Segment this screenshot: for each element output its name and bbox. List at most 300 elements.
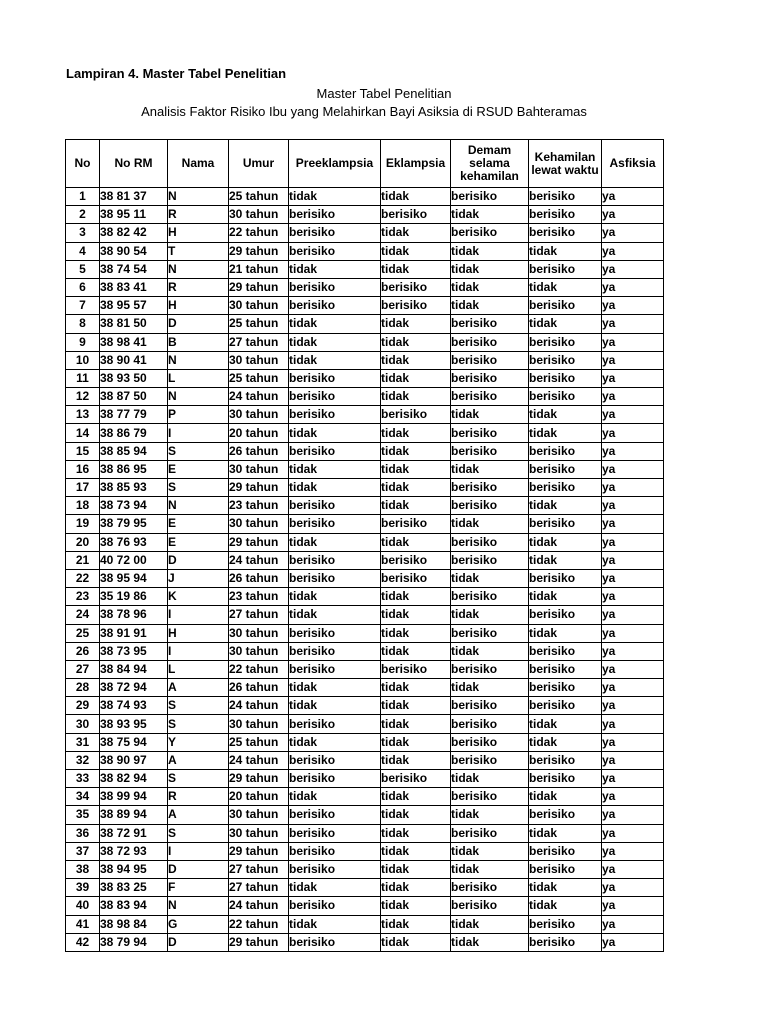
cell-umur: 30 tahun (229, 642, 289, 660)
cell-no-rm: 40 72 00 (100, 551, 168, 569)
header-col-asfiksia: Asfiksia (602, 140, 664, 188)
cell-preeklampsia: berisiko (289, 933, 381, 951)
cell-kehamilan-lewat-waktu: berisiko (529, 260, 602, 278)
cell-umur: 29 tahun (229, 933, 289, 951)
cell-no-rm: 38 72 93 (100, 842, 168, 860)
cell-eklampsia: tidak (381, 879, 451, 897)
cell-kehamilan-lewat-waktu: berisiko (529, 388, 602, 406)
cell-demam: tidak (451, 806, 529, 824)
cell-nama: D (168, 551, 229, 569)
cell-eklampsia: tidak (381, 369, 451, 387)
table-row (66, 260, 664, 278)
cell-no-rm: 38 73 95 (100, 642, 168, 660)
cell-no: 39 (66, 879, 100, 897)
cell-no: 42 (66, 933, 100, 951)
table-row (66, 497, 664, 515)
cell-eklampsia: tidak (381, 679, 451, 697)
header-col-preeklampsia: Preeklampsia (289, 140, 381, 188)
cell-asfiksia: ya (602, 333, 664, 351)
table-row (66, 424, 664, 442)
cell-umur: 23 tahun (229, 588, 289, 606)
cell-nama: N (168, 388, 229, 406)
cell-preeklampsia: berisiko (289, 406, 381, 424)
cell-no: 27 (66, 660, 100, 678)
cell-umur: 30 tahun (229, 297, 289, 315)
cell-asfiksia: ya (602, 751, 664, 769)
cell-no-rm: 38 93 95 (100, 715, 168, 733)
cell-no: 37 (66, 842, 100, 860)
cell-asfiksia: ya (602, 715, 664, 733)
cell-no: 13 (66, 406, 100, 424)
cell-nama: N (168, 897, 229, 915)
table-body (66, 188, 664, 952)
cell-no-rm: 38 87 50 (100, 388, 168, 406)
cell-nama: H (168, 297, 229, 315)
cell-nama: E (168, 515, 229, 533)
cell-demam: berisiko (451, 533, 529, 551)
header-col-nama: Nama (168, 140, 229, 188)
cell-eklampsia: tidak (381, 497, 451, 515)
cell-kehamilan-lewat-waktu: berisiko (529, 460, 602, 478)
cell-nama: E (168, 460, 229, 478)
cell-nama: R (168, 278, 229, 296)
cell-preeklampsia: berisiko (289, 388, 381, 406)
cell-no: 9 (66, 333, 100, 351)
cell-asfiksia: ya (602, 406, 664, 424)
document-subtitle: Analisis Faktor Risiko Ibu yang Melahirkan Bayi Asiksia di RSUD Bahteramas (141, 104, 587, 119)
cell-demam: tidak (451, 242, 529, 260)
cell-kehamilan-lewat-waktu: berisiko (529, 915, 602, 933)
cell-preeklampsia: berisiko (289, 824, 381, 842)
cell-preeklampsia: tidak (289, 460, 381, 478)
cell-no: 31 (66, 733, 100, 751)
cell-demam: tidak (451, 860, 529, 878)
cell-nama: S (168, 479, 229, 497)
cell-demam: berisiko (451, 224, 529, 242)
cell-eklampsia: tidak (381, 624, 451, 642)
cell-eklampsia: berisiko (381, 770, 451, 788)
cell-no-rm: 38 82 94 (100, 770, 168, 788)
cell-demam: berisiko (451, 497, 529, 515)
cell-umur: 30 tahun (229, 824, 289, 842)
table-row (66, 333, 664, 351)
cell-demam: berisiko (451, 879, 529, 897)
cell-no-rm: 38 83 25 (100, 879, 168, 897)
cell-demam: berisiko (451, 369, 529, 387)
cell-preeklampsia: berisiko (289, 497, 381, 515)
cell-asfiksia: ya (602, 897, 664, 915)
cell-umur: 24 tahun (229, 388, 289, 406)
cell-eklampsia: tidak (381, 351, 451, 369)
cell-nama: N (168, 260, 229, 278)
cell-no: 10 (66, 351, 100, 369)
cell-asfiksia: ya (602, 533, 664, 551)
cell-asfiksia: ya (602, 278, 664, 296)
cell-no-rm: 35 19 86 (100, 588, 168, 606)
cell-umur: 29 tahun (229, 278, 289, 296)
cell-no-rm: 38 73 94 (100, 497, 168, 515)
cell-kehamilan-lewat-waktu: berisiko (529, 351, 602, 369)
cell-eklampsia: tidak (381, 697, 451, 715)
cell-no-rm: 38 84 94 (100, 660, 168, 678)
cell-demam: tidak (451, 569, 529, 587)
cell-nama: N (168, 497, 229, 515)
cell-nama: P (168, 406, 229, 424)
cell-preeklampsia: berisiko (289, 770, 381, 788)
table-row (66, 406, 664, 424)
cell-asfiksia: ya (602, 915, 664, 933)
cell-preeklampsia: tidak (289, 333, 381, 351)
cell-asfiksia: ya (602, 770, 664, 788)
header-col-no: No (66, 140, 100, 188)
cell-kehamilan-lewat-waktu: tidak (529, 497, 602, 515)
cell-no: 14 (66, 424, 100, 442)
cell-demam: tidak (451, 278, 529, 296)
table-row (66, 206, 664, 224)
cell-demam: tidak (451, 297, 529, 315)
cell-eklampsia: tidak (381, 260, 451, 278)
cell-preeklampsia: tidak (289, 533, 381, 551)
cell-nama: S (168, 770, 229, 788)
cell-no: 35 (66, 806, 100, 824)
cell-umur: 24 tahun (229, 551, 289, 569)
cell-no: 18 (66, 497, 100, 515)
cell-preeklampsia: tidak (289, 315, 381, 333)
cell-kehamilan-lewat-waktu: tidak (529, 824, 602, 842)
cell-no-rm: 38 90 54 (100, 242, 168, 260)
cell-asfiksia: ya (602, 697, 664, 715)
cell-no: 25 (66, 624, 100, 642)
cell-kehamilan-lewat-waktu: berisiko (529, 806, 602, 824)
cell-no: 19 (66, 515, 100, 533)
cell-preeklampsia: tidak (289, 260, 381, 278)
cell-eklampsia: tidak (381, 242, 451, 260)
cell-no-rm: 38 83 94 (100, 897, 168, 915)
table-row (66, 460, 664, 478)
cell-umur: 22 tahun (229, 915, 289, 933)
cell-preeklampsia: tidak (289, 733, 381, 751)
cell-preeklampsia: berisiko (289, 897, 381, 915)
table-row (66, 606, 664, 624)
cell-nama: Y (168, 733, 229, 751)
cell-no: 40 (66, 897, 100, 915)
cell-kehamilan-lewat-waktu: berisiko (529, 369, 602, 387)
cell-umur: 24 tahun (229, 697, 289, 715)
table-row (66, 715, 664, 733)
cell-demam: berisiko (451, 788, 529, 806)
cell-no: 17 (66, 479, 100, 497)
cell-eklampsia: berisiko (381, 515, 451, 533)
table-row (66, 733, 664, 751)
cell-demam: berisiko (451, 588, 529, 606)
cell-eklampsia: berisiko (381, 660, 451, 678)
cell-kehamilan-lewat-waktu: tidak (529, 242, 602, 260)
cell-kehamilan-lewat-waktu: tidak (529, 897, 602, 915)
table-row (66, 642, 664, 660)
cell-kehamilan-lewat-waktu: tidak (529, 315, 602, 333)
cell-no: 29 (66, 697, 100, 715)
cell-asfiksia: ya (602, 860, 664, 878)
cell-kehamilan-lewat-waktu: tidak (529, 879, 602, 897)
cell-demam: tidak (451, 770, 529, 788)
cell-nama: L (168, 660, 229, 678)
cell-nama: I (168, 642, 229, 660)
cell-kehamilan-lewat-waktu: tidak (529, 733, 602, 751)
cell-no-rm: 38 93 50 (100, 369, 168, 387)
cell-umur: 24 tahun (229, 751, 289, 769)
header-col-eklampsia: Eklampsia (381, 140, 451, 188)
cell-preeklampsia: berisiko (289, 860, 381, 878)
table-row (66, 751, 664, 769)
cell-no-rm: 38 95 94 (100, 569, 168, 587)
cell-demam: berisiko (451, 697, 529, 715)
table-row (66, 551, 664, 569)
cell-eklampsia: tidak (381, 933, 451, 951)
cell-demam: berisiko (451, 351, 529, 369)
cell-nama: N (168, 351, 229, 369)
cell-kehamilan-lewat-waktu: berisiko (529, 660, 602, 678)
cell-asfiksia: ya (602, 260, 664, 278)
cell-no-rm: 38 76 93 (100, 533, 168, 551)
cell-eklampsia: tidak (381, 897, 451, 915)
cell-no-rm: 38 72 94 (100, 679, 168, 697)
cell-preeklampsia: tidak (289, 351, 381, 369)
cell-kehamilan-lewat-waktu: tidak (529, 424, 602, 442)
cell-no-rm: 38 91 91 (100, 624, 168, 642)
cell-kehamilan-lewat-waktu: berisiko (529, 442, 602, 460)
cell-nama: S (168, 697, 229, 715)
cell-demam: tidak (451, 515, 529, 533)
cell-no-rm: 38 94 95 (100, 860, 168, 878)
cell-umur: 27 tahun (229, 606, 289, 624)
cell-nama: B (168, 333, 229, 351)
cell-demam: tidak (451, 260, 529, 278)
cell-nama: I (168, 606, 229, 624)
cell-no: 21 (66, 551, 100, 569)
cell-asfiksia: ya (602, 224, 664, 242)
cell-no-rm: 38 90 41 (100, 351, 168, 369)
cell-kehamilan-lewat-waktu: tidak (529, 278, 602, 296)
cell-umur: 30 tahun (229, 624, 289, 642)
cell-preeklampsia: tidak (289, 424, 381, 442)
cell-kehamilan-lewat-waktu: berisiko (529, 206, 602, 224)
cell-kehamilan-lewat-waktu: berisiko (529, 606, 602, 624)
header-col-kehamilan-lewat-waktu: Kehamilan lewat waktu (529, 140, 602, 188)
cell-eklampsia: tidak (381, 715, 451, 733)
table-row (66, 915, 664, 933)
cell-no-rm: 38 98 41 (100, 333, 168, 351)
cell-umur: 21 tahun (229, 260, 289, 278)
cell-demam: berisiko (451, 733, 529, 751)
cell-preeklampsia: tidak (289, 588, 381, 606)
cell-preeklampsia: tidak (289, 697, 381, 715)
cell-preeklampsia: berisiko (289, 278, 381, 296)
cell-eklampsia: berisiko (381, 569, 451, 587)
cell-preeklampsia: berisiko (289, 515, 381, 533)
cell-eklampsia: tidak (381, 315, 451, 333)
cell-no: 38 (66, 860, 100, 878)
cell-demam: berisiko (451, 715, 529, 733)
cell-nama: N (168, 188, 229, 206)
cell-eklampsia: berisiko (381, 551, 451, 569)
cell-kehamilan-lewat-waktu: tidak (529, 715, 602, 733)
cell-preeklampsia: berisiko (289, 551, 381, 569)
cell-no-rm: 38 74 54 (100, 260, 168, 278)
cell-demam: tidak (451, 915, 529, 933)
cell-asfiksia: ya (602, 733, 664, 751)
cell-no-rm: 38 82 42 (100, 224, 168, 242)
cell-no-rm: 38 75 94 (100, 733, 168, 751)
cell-no: 26 (66, 642, 100, 660)
cell-demam: tidak (451, 206, 529, 224)
cell-umur: 29 tahun (229, 242, 289, 260)
cell-demam: berisiko (451, 824, 529, 842)
table-row (66, 933, 664, 951)
cell-nama: I (168, 424, 229, 442)
cell-nama: K (168, 588, 229, 606)
table-row (66, 533, 664, 551)
table-row (66, 297, 664, 315)
cell-demam: berisiko (451, 333, 529, 351)
cell-no-rm: 38 83 41 (100, 278, 168, 296)
cell-eklampsia: tidak (381, 188, 451, 206)
cell-kehamilan-lewat-waktu: berisiko (529, 188, 602, 206)
cell-preeklampsia: berisiko (289, 206, 381, 224)
cell-no: 22 (66, 569, 100, 587)
table-row (66, 660, 664, 678)
table-row (66, 278, 664, 296)
cell-umur: 26 tahun (229, 679, 289, 697)
cell-eklampsia: berisiko (381, 278, 451, 296)
cell-umur: 29 tahun (229, 479, 289, 497)
cell-umur: 24 tahun (229, 897, 289, 915)
cell-eklampsia: tidak (381, 915, 451, 933)
table-row (66, 842, 664, 860)
cell-preeklampsia: berisiko (289, 369, 381, 387)
cell-umur: 29 tahun (229, 533, 289, 551)
cell-eklampsia: tidak (381, 824, 451, 842)
cell-asfiksia: ya (602, 460, 664, 478)
cell-preeklampsia: berisiko (289, 297, 381, 315)
cell-asfiksia: ya (602, 388, 664, 406)
table-row (66, 515, 664, 533)
cell-nama: L (168, 369, 229, 387)
cell-umur: 30 tahun (229, 515, 289, 533)
cell-umur: 25 tahun (229, 188, 289, 206)
cell-no: 2 (66, 206, 100, 224)
cell-eklampsia: tidak (381, 733, 451, 751)
cell-kehamilan-lewat-waktu: tidak (529, 533, 602, 551)
cell-demam: berisiko (451, 424, 529, 442)
cell-umur: 26 tahun (229, 442, 289, 460)
cell-eklampsia: berisiko (381, 297, 451, 315)
cell-nama: H (168, 224, 229, 242)
cell-kehamilan-lewat-waktu: berisiko (529, 860, 602, 878)
cell-no-rm: 38 79 94 (100, 933, 168, 951)
cell-umur: 29 tahun (229, 842, 289, 860)
cell-demam: tidak (451, 460, 529, 478)
cell-demam: tidak (451, 406, 529, 424)
appendix-label: Lampiran 4. Master Tabel Penelitian (66, 66, 287, 81)
table-row (66, 679, 664, 697)
table-row (66, 824, 664, 842)
cell-preeklampsia: berisiko (289, 569, 381, 587)
cell-kehamilan-lewat-waktu: berisiko (529, 224, 602, 242)
table-row (66, 788, 664, 806)
cell-demam: berisiko (451, 551, 529, 569)
cell-eklampsia: tidak (381, 642, 451, 660)
table-row (66, 388, 664, 406)
cell-asfiksia: ya (602, 315, 664, 333)
table-row (66, 315, 664, 333)
header-col-no-rm: No RM (100, 140, 168, 188)
cell-asfiksia: ya (602, 297, 664, 315)
cell-eklampsia: tidak (381, 479, 451, 497)
table-row (66, 879, 664, 897)
cell-no: 5 (66, 260, 100, 278)
table-header-row (66, 140, 664, 188)
cell-no: 34 (66, 788, 100, 806)
cell-eklampsia: tidak (381, 588, 451, 606)
cell-preeklampsia: berisiko (289, 660, 381, 678)
cell-no-rm: 38 95 57 (100, 297, 168, 315)
table-row (66, 806, 664, 824)
cell-no: 41 (66, 915, 100, 933)
cell-preeklampsia: tidak (289, 915, 381, 933)
cell-nama: A (168, 806, 229, 824)
cell-no: 32 (66, 751, 100, 769)
cell-demam: berisiko (451, 188, 529, 206)
cell-nama: R (168, 206, 229, 224)
cell-no-rm: 38 98 84 (100, 915, 168, 933)
table-row (66, 369, 664, 387)
cell-nama: A (168, 751, 229, 769)
cell-asfiksia: ya (602, 479, 664, 497)
cell-nama: T (168, 242, 229, 260)
cell-nama: J (168, 569, 229, 587)
cell-asfiksia: ya (602, 679, 664, 697)
cell-nama: S (168, 715, 229, 733)
cell-umur: 25 tahun (229, 315, 289, 333)
cell-kehamilan-lewat-waktu: berisiko (529, 642, 602, 660)
cell-asfiksia: ya (602, 497, 664, 515)
master-table (65, 139, 664, 952)
cell-asfiksia: ya (602, 424, 664, 442)
cell-eklampsia: tidak (381, 751, 451, 769)
cell-no: 4 (66, 242, 100, 260)
cell-demam: tidak (451, 606, 529, 624)
cell-umur: 30 tahun (229, 406, 289, 424)
cell-no: 23 (66, 588, 100, 606)
cell-umur: 27 tahun (229, 860, 289, 878)
cell-kehamilan-lewat-waktu: berisiko (529, 679, 602, 697)
cell-eklampsia: tidak (381, 424, 451, 442)
cell-kehamilan-lewat-waktu: tidak (529, 788, 602, 806)
cell-eklampsia: tidak (381, 388, 451, 406)
cell-nama: I (168, 842, 229, 860)
table-row (66, 860, 664, 878)
cell-no-rm: 38 81 37 (100, 188, 168, 206)
cell-preeklampsia: tidak (289, 788, 381, 806)
cell-no-rm: 38 72 91 (100, 824, 168, 842)
table-row (66, 897, 664, 915)
cell-asfiksia: ya (602, 569, 664, 587)
cell-kehamilan-lewat-waktu: berisiko (529, 697, 602, 715)
cell-no-rm: 38 95 11 (100, 206, 168, 224)
cell-kehamilan-lewat-waktu: berisiko (529, 479, 602, 497)
cell-preeklampsia: berisiko (289, 442, 381, 460)
cell-nama: R (168, 788, 229, 806)
